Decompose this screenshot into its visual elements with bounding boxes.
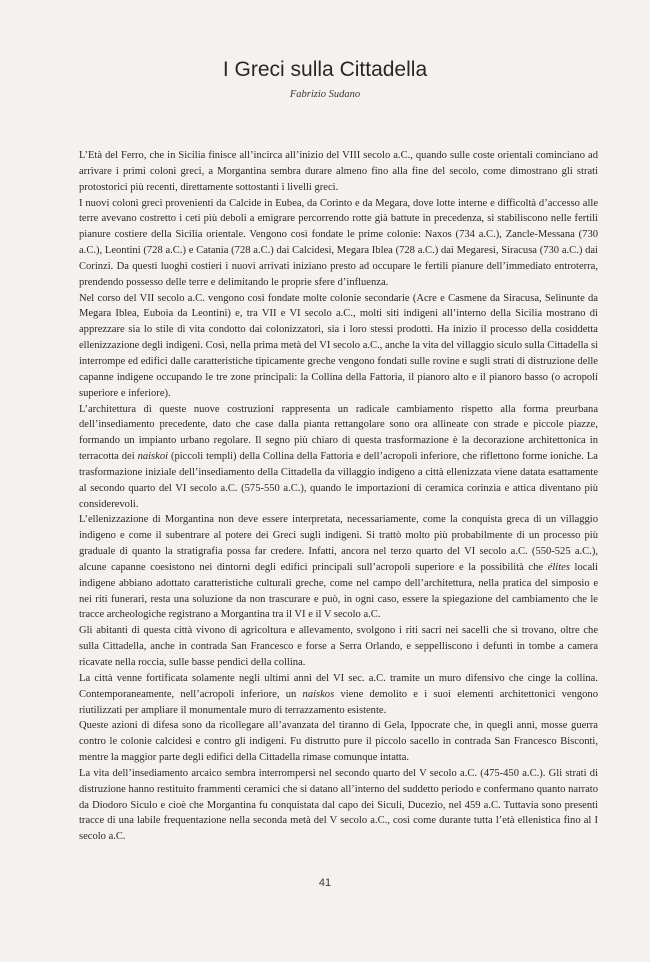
paragraph: L’architettura di queste nuove costruzioni rappresenta un radicale cambiamento rispetto alla forma preurbana dell’insediamento precedente, dato che case dalla pianta rettangolare sono ora allineate con strade e piccole piazze, formando un impianto urbano regolare. Il segno più chiaro di questa trasformazione è la decorazione architettonica in terracotta dei naiskoi (piccoli templi) della Collina della Fattoria e dell’acropoli inferiore, che riflettono forme ioniche. La trasformazione iniziale dell’insediamento della Cittadella da villaggio indigeno a città ellenizzata viene datata esattamente al secondo quarto del VI secolo a.C. (575-550 a.C.), quando le importazioni di ceramica corinzia e attica diventano più considerevoli. — [79, 403, 598, 510]
paragraph: Nel corso del VII secolo a.C. vengono così fondate molte colonie secondarie (Acre e Casmene da Siracusa, Selinunte da Megara Iblea, Euboia da Leontini) e, tra VII e VI secolo a.C., molti siti indigeni all’interno della Sicilia mostrano di apprezzare sia lo stile di vita condotto dai colonizzatori, sia i loro stessi prodotti. Ha inizio il processo della cosiddetta ellenizzazione degli indigeni. Così, nella prima metà del VI secolo a.C., anche la vita del villaggio siculo sulla Cittadella si interrompe ed edifici dalle caratteristiche tipicamente greche vengono fondati sulle rovine e sugli strati di distruzione delle capanne indigene occupando le tre zone principali: la Collina della Fattoria, il pianoro alto e il pianoro basso (o acropoli superiore e inferiore). — [79, 292, 598, 399]
page-number: 41 — [318, 877, 332, 889]
page-title: I Greci sulla Cittadella — [222, 58, 428, 81]
author-name: Fabrizio Sudano — [289, 89, 361, 100]
paragraph: L’Età del Ferro, che in Sicilia finisce all’incirca all’inizio del VIII secolo a.C., quando sulle coste orientali cominciano ad arrivare i primi coloni greci, a Morgantina sembra durare almeno fino alla fine del secolo, come dimostrano gli strati protostorici più recenti, direttamente sottostanti i livelli greci. — [79, 150, 598, 193]
paragraph: La città venne fortificata solamente negli ultimi anni del VI sec. a.C. tramite un muro difensivo che cinge la collina. Contemporaneamente, nell’acropoli inferiore, un naiskos viene demolito e i suoi elementi architettonici vengono riutilizzati per ampliare il monumentale muro di terrazzamento esistente. — [79, 672, 598, 716]
italic-term: naiskoi — [137, 451, 169, 463]
paragraph: Queste azioni di difesa sono da ricollegare all’avanzata del tiranno di Gela, Ippocrate che, in quegli anni, mosse guerra contro le colonie calcidesi e contro gli indigeni. Fu distrutto pure il piccolo sacello in contrada San Francesco Bisconti, mentre la maggior parte degli edifici della Cittadella rimase comunque intatta. — [79, 720, 598, 764]
paragraph: Gli abitanti di questa città vivono di agricoltura e allevamento, svolgono i riti sacri nei sacelli che si trovano, oltre che sulla Cittadella, anche in contrada San Francesco e forse a Serra Orlando, e seppelliscono i defunti in tombe a camera ricavate nella roccia, sulle basse pendici della collina. — [79, 625, 598, 668]
paragraph: La vita dell’insediamento arcaico sembra interrompersi nel secondo quarto del V secolo a.C. (475-450 a.C.). Gli strati di distruzione hanno restituito frammenti ceramici che si datano all’interno del suddetto periodo e confermano quanto narrato da Diodoro Siculo e cioè che Morgantina fu conquistata dal capo dei Siculi, Ducezio, nel 459 a.C. Tuttavia sono presenti tracce di una labile frequentazione nella seconda metà del V secolo a.C., così come durante tutta l’età ellenistica fino al I secolo a.C. — [79, 767, 598, 843]
article-body — [79, 148, 598, 845]
paragraph: L’ellenizzazione di Morgantina non deve essere interpretata, necessariamente, come la conquista greca di un villaggio indigeno e come il subentrare al potere dei Greci sugli indigeni. Si trattò molto più probabilmente di un processo più graduale di quanto la stratigrafia possa far credere. Infatti, ancora nel terzo quarto del VI secolo a.C. (550-525 a.C.), alcune capanne coesistono nei dintorni degli edifici principali sull’acropoli superiore e la possibilità che élites locali indigene abbiano adottato caratteristiche culturali greche, come nel campo dell’architettura, nella pratica del simposio e nei riti funerari, resta una soluzione da non trascurare e può, in ogni caso, essere la spiegazione del cambiamento che le tracce archeologiche registrano a Morgantina tra il VI e il V secolo a.C. — [79, 514, 598, 621]
italic-term: élites — [547, 561, 570, 573]
italic-term: naiskos — [302, 688, 335, 700]
paragraph: I nuovi coloni greci provenienti da Calcide in Eubea, da Corinto e da Megara, dove lotte interne e difficoltà d’accesso alle terre avevano costretto i ceti più deboli a emigrare percorrendo rotte già battute in precedenza, si stabiliscono nelle fertili pianure costiere della Sicilia orientale. Vengono così fondate le prime colonie: Naxos (734 a.C.), Zancle-Messana (730 a.C.), Leontini (728 a.C.) e Catania (728 a.C.) dai Calcidesi, Megara Iblea (728 a.C.) dai Megaresi, Siracusa (730 a.C.) dai Corinzi. Da questi luoghi costieri i nuovi arrivati iniziano presto ad occupare le fertili pianure dell’immediato entroterra, prendendo possesso delle terre e delimitando le proprie sfere d’influenza. — [79, 197, 598, 288]
